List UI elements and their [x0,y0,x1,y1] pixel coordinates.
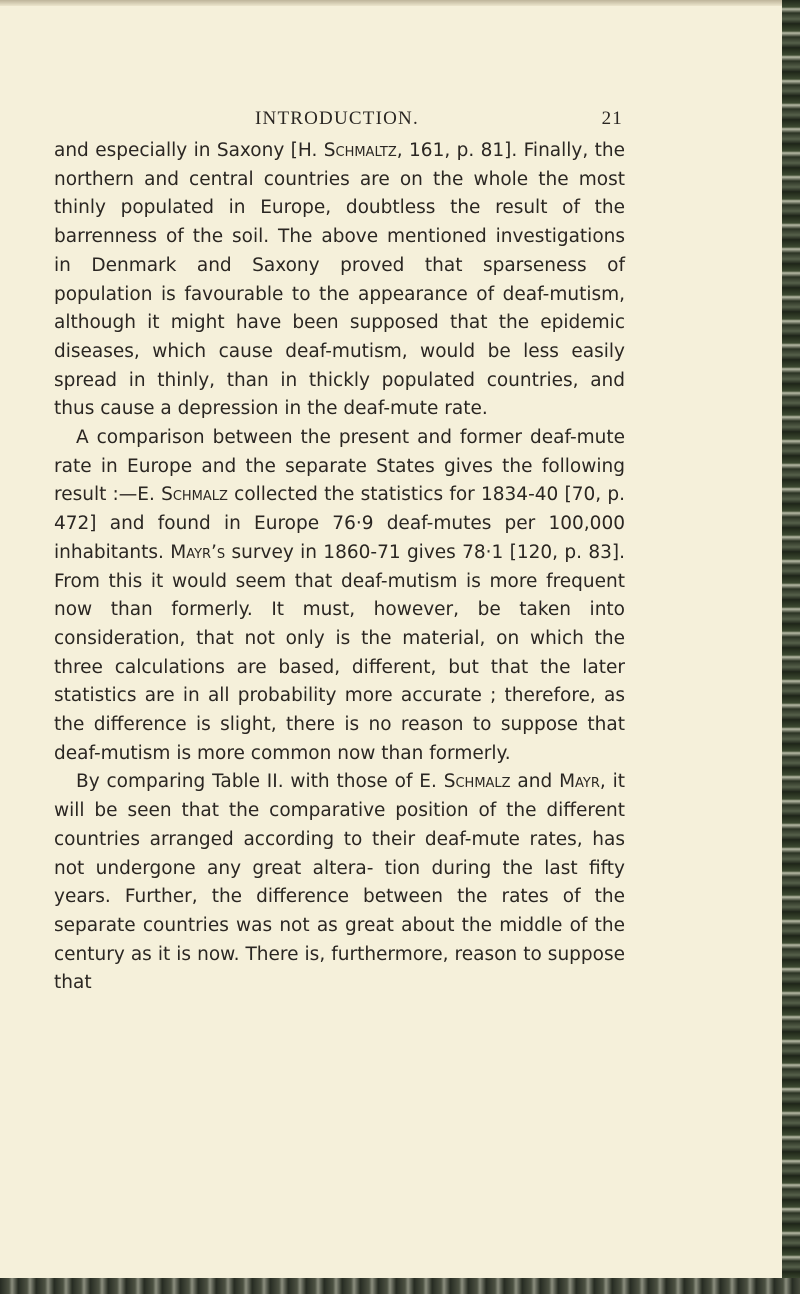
page-number: 21 [601,108,623,129]
body-text [54,137,625,998]
running-title: INTRODUCTION. [255,108,419,129]
paragraph-1 [54,137,625,424]
author-name: Mayr’s [170,541,226,563]
running-head [255,108,623,132]
text-segment: A comparison between the present and former deaf-mute rate in Europe and the separate States gives the following result :—E. [54,427,625,506]
author-name: Schmalz [443,771,511,793]
text-segment: , it will be seen that the comparative position of the different countries arranged according to their deaf-mute rates, has not undergone any great altera- tion during the last fifty years. Further, the difference between the rates of the separate countries was not as great about the middle of the century as it is now. There is, furthermore, reason to suppose that [54,771,625,994]
text-segment: survey in 1860-71 gives 78·1 [120, p. 83]. From this it would seem that deaf-mutism is more frequent now than formerly. It must, however, be taken into consideration, that not only is the material, on which the three calculations are based, different, but that the later statistics are in all probability more accurate ; therefore, as the difference is slight, there is no reason to suppose that deaf-mutism is more common now than formerly. [54,541,625,764]
page-bottom-edge [0,1278,800,1294]
book-spine-edge [782,0,800,1294]
author-name: Mayr [559,771,600,793]
text-segment: , 161, p. 81]. Finally, the northern and central countries are on the whole the most thinly populated in Europe, doubtless the result of the barrenness of the soil. The above mentioned investigations in Denmark and Saxony proved that sparseness of population is favourable to the appearance of deaf-mutism, although it might have been supposed that the epidemic diseases, which cause deaf-mutism, would be less easily spread in thinly, than in thickly populated countries, and thus cause a depression in the deaf-mute rate. [54,140,625,420]
paragraph-3 [54,768,625,998]
paragraph-2 [54,424,625,768]
page-top-edge [0,0,790,6]
text-segment: collected the statistics for 1834-40 [70, p. 472] and found in Europe 76·9 deaf-mutes per 100,000 inhabitants. [54,484,625,563]
author-name: Schmaltz [323,140,397,161]
text-segment: and [510,771,560,793]
author-name: Schmalz [161,484,228,506]
text-segment: By comparing Table II. with those of E. [76,771,444,793]
text-segment: and especially in Saxony [H. [54,140,324,161]
